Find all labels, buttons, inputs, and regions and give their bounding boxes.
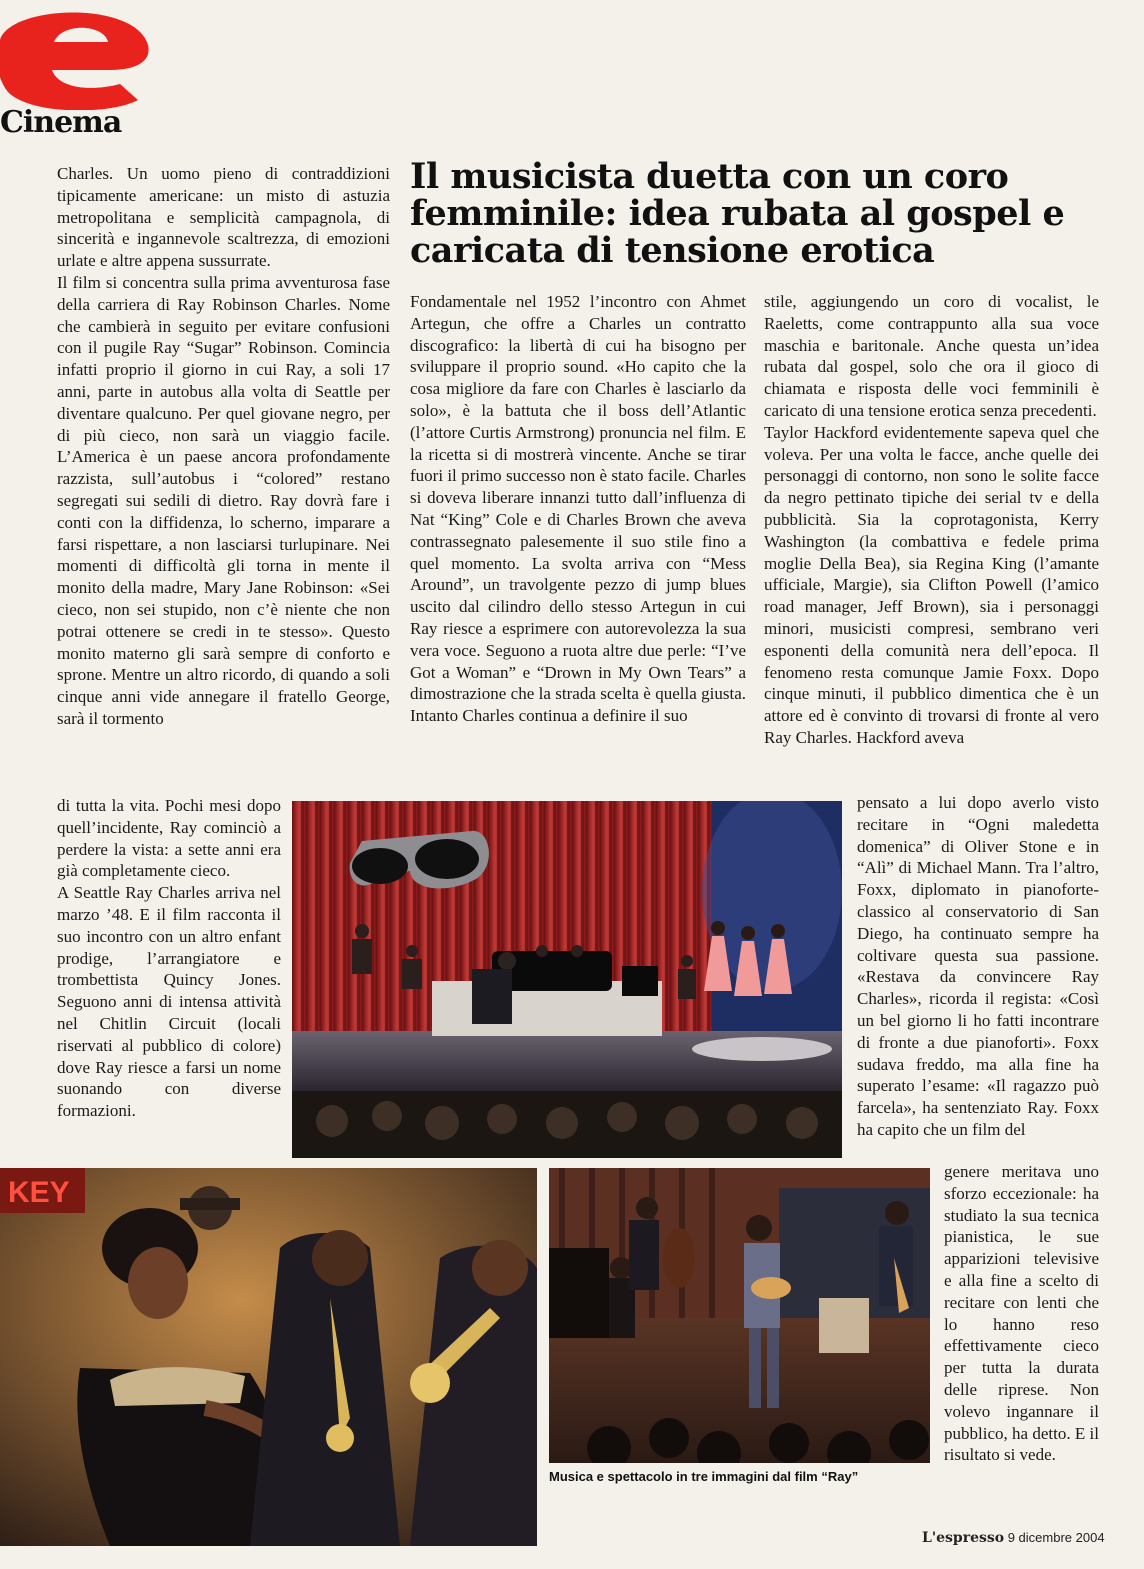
col3c-paragraph-1: genere meritava uno sforzo eccezionale: ha studiato la sua tecnica pianistica, le sue apparizioni televisive e alla fine a scelto di recitare con lenti che lo hanno reso effettivamente cieco per tutta la durata delle riprese. Non volevo ingannare il pubblico, ha detto. E il risultato si vede. (944, 1162, 1099, 1465)
col1b-paragraph-1: di tutta la vita. Pochi mesi dopo quell’incidente, Ray cominciò a perdere la vista: a sette anni era già completamente cieco. (57, 796, 281, 881)
column-1-wrap (57, 795, 281, 1122)
section-label: Cinema (0, 105, 122, 140)
col3-paragraph-2: Taylor Hackford evidentemente sapeva quel che voleva. Per una volta le facce, anche quelle dei personaggi di contorno, non sono le solite facce da negro pettinato tipiche dei serial tv e della pubblicità. Sia la coprotagonista, Kerry Washington (la combattiva e fedele prima moglie Della Bea), sia Regina King (l’amante ufficiale, Margie), sia Clifton Powell (l’amico road manager, Jeff Brown), sia i personaggi minori, musicisti compresi, sembrano veri esponenti della comunità nera dell’epoca. Il fenomeno resta comunque Jamie Foxx. Dopo cinque minuti, il pubblico dimentica che è un attore ed è convinto di trovarsi di fronte al vero Ray Charles. Hackford aveva (764, 422, 1099, 747)
page-footer (922, 1530, 1105, 1546)
column-3-wrap (857, 792, 1099, 1141)
column-3 (764, 291, 1099, 749)
photo-singer-trumpets (0, 1168, 537, 1546)
headline: Il musicista duetta con un coro femminile: idea rubata al gospel e caricata di tensione erotica (410, 156, 1065, 271)
photo-stage-concert (292, 801, 842, 1158)
col3-paragraph-1: stile, aggiungendo un coro di vocalist, le Raeletts, come contrappunto alla sua voce maschia e baritonale. Anche questa un’idea rubata dal gospel, solo che ora il gioco di chiamata e risposta delle voci femminili è caricato di una tensione erotica senza precedenti. (764, 292, 1099, 420)
magazine-name: L'espresso (922, 1530, 1005, 1546)
col3b-paragraph-1: pensato a lui dopo averlo visto recitare in “Ogni maledetta domenica” di Oliver Stone e in “Alì” di Michael Mann. Tra l’altro, Foxx, diplomato in pianoforte-classico al conservatorio di San Diego, ha continuato sempre ha coltivare questa sua passione. «Restava da convincere Ray Charles», ricorda il regista: «Così un bel giorno li ho fatti incontrare di fronte a due pianoforti». Foxx sudava freddo, ma alla fine ha superato l’esame: «Il ragazzo può farcela», ha sentenziato Ray. Foxx ha capito che un film del (857, 793, 1099, 1139)
column-3-end (944, 1161, 1099, 1466)
photo-caption: Musica e spettacolo in tre immagini dal film “Ray” (549, 1469, 859, 1484)
column-1 (57, 163, 390, 730)
photo-band-stage (549, 1168, 930, 1463)
issue-date: 9 dicembre 2004 (1007, 1530, 1105, 1545)
neon-sign-text: KEY (8, 1176, 70, 1209)
espresso-logo (0, 0, 150, 110)
col2-paragraph-1: Fondamentale nel 1952 l’incontro con Ahmet Artegun, che offre a Charles un contratto discografico: la libertà di cui ha bisogno per sviluppare il proprio sound. «Ho capito che la cosa migliore da fare con Charles è lasciarlo da solo», è la battuta che il boss dell’Atlantic (l’attore Curtis Armstrong) pronuncia nel film. E la ricetta si di mostrerà vincente. Anche se tirar fuori il primo successo non è stato facile. Charles si doveva liberare innanzi tutto dall’influenza di Nat “King” Cole e di Charles Brown che aveva contrassegnato palesemente il suo stile fino a quel momento. La svolta arriva con “Mess Around”, un travolgente pezzo di jump blues uscito dal cilindro dello stesso Artegun in cui Ray riesce a esprimere con autorevolezza la sua vera voce. Seguono a ruota altre due perle: “I’ve Got a Woman” e “Drown in My Own Tears” a dimostrazione che la strada scelta è quella giusta. Intanto Charles continua a definire il suo (410, 292, 746, 726)
column-2 (410, 291, 746, 727)
col1-paragraph-1: Charles. Un uomo pieno di contraddizioni tipicamente americane: un misto di astuzia metropolitana e semplicità campagnola, di sincerità e ingannevole scaltrezza, di emozioni urlate e altre appena sussurrate. (57, 164, 390, 271)
col1b-paragraph-2: A Seattle Ray Charles arriva nel marzo ’48. E il film racconta il suo incontro con un altro enfant prodige, l’arrangiatore e trombettista Quincy Jones. Seguono anni di intensa attività nel Chitlin Circuit (locali riservati al pubblico di colore) dove Ray riesce a farsi un nome suonando con diverse formazioni. (57, 883, 281, 1121)
col1-paragraph-2: Il film si concentra sulla prima avventurosa fase della carriera di Ray Robinson Charles. Nome che cambierà in seguito per evitare confusioni con il pugile Ray “Sugar” Robinson. Comincia infatti proprio il giorno in cui Ray, a soli 17 anni, parte in autobus alla volta di Seattle per diventare qualcuno. Per quel giovane negro, per di più cieco, non sarà un viaggio facile. L’America è un paese ancora profondamente razzista, sull’autobus i “colored” restano segregati sui sedili di dietro. Ray dovrà fare i conti con la diffidenza, lo scherno, imparare a farsi rispettare, a non lasciarsi turlupinare. Nei momenti di difficoltà gli torna in mente il monito della madre, Mary Jane Robinson: «Sei cieco, non sei stupido, non c’è niente che non potrai ottenere se credi in te stesso». Questo monito materno gli sarà sempre di conforto e sprone. Mentre un altro ricordo, di quando a soli cinque anni vide annegare il fratello George, sarà il tormento (57, 272, 390, 728)
